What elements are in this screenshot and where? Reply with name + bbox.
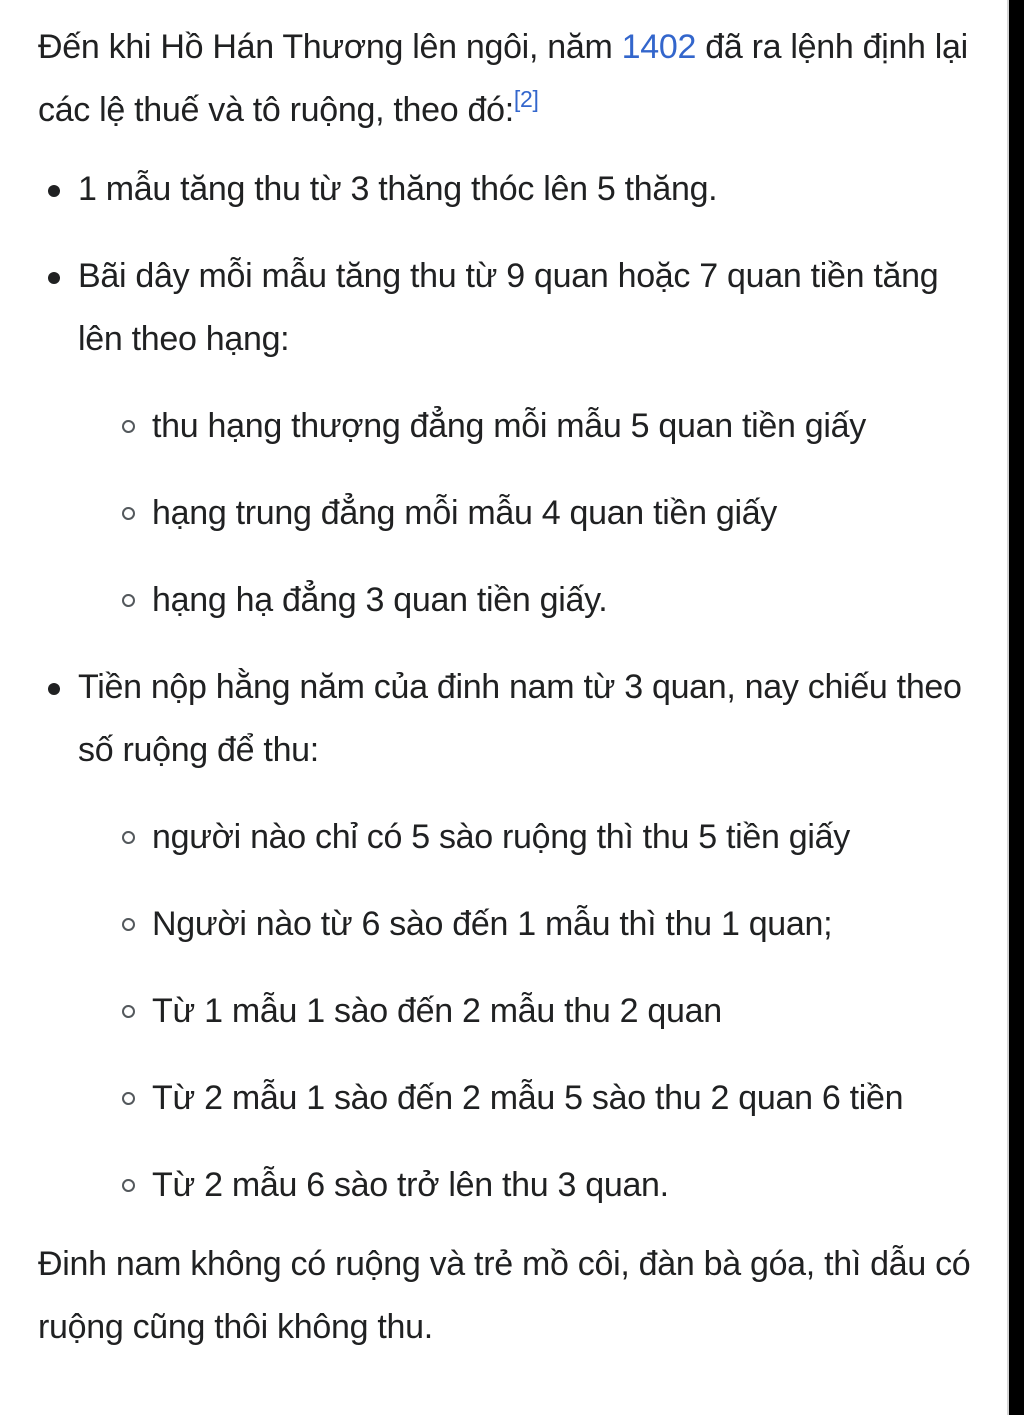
sub-list-item: [38, 1154, 990, 1217]
list-item: [38, 245, 990, 371]
bullet-disc-icon: [48, 185, 60, 197]
sub-list-item-text: Người nào từ 6 sào đến 1 mẫu thì thu 1 quan;: [152, 905, 833, 943]
sub-list-item: [38, 569, 990, 632]
sub-list-item: [38, 482, 990, 545]
bullet-circle-icon: [122, 1092, 135, 1105]
bullet-circle-icon: [122, 1005, 135, 1018]
bullet-disc-icon: [48, 272, 60, 284]
bullet-circle-icon: [122, 1179, 135, 1192]
sub-list-item: [38, 1067, 990, 1130]
year-1402-link[interactable]: 1402: [621, 28, 697, 66]
sub-list-item: [38, 893, 990, 956]
list-item: [38, 158, 990, 221]
bullet-circle-icon: [122, 420, 135, 433]
sub-list-item: [38, 806, 990, 869]
sub-list-item-text: Từ 2 mẫu 1 sào đến 2 mẫu 5 sào thu 2 quan 6 tiền: [152, 1079, 904, 1117]
sub-list-item-text: Từ 2 mẫu 6 sào trở lên thu 3 quan.: [152, 1166, 669, 1204]
sub-list-item-text: Từ 1 mẫu 1 sào đến 2 mẫu thu 2 quan: [152, 992, 722, 1030]
sub-list-item-text: thu hạng thượng đẳng mỗi mẫu 5 quan tiền giấy: [152, 407, 866, 445]
intro-text-after-link: đã ra lệnh định lại các lệ thuế và tô ruộng, theo đó:: [38, 28, 968, 129]
intro-text-before-link: Đến khi Hồ Hán Thương lên ngôi, năm: [38, 28, 622, 66]
bullet-circle-icon: [122, 594, 135, 607]
sub-list-item: [38, 395, 990, 458]
sub-list-item: [38, 980, 990, 1043]
closing-paragraph: Đinh nam không có ruộng và trẻ mồ côi, đàn bà góa, thì dẫu có ruộng cũng thôi không thu.: [38, 1245, 971, 1346]
sub-list-item-text: người nào chỉ có 5 sào ruộng thì thu 5 tiền giấy: [152, 818, 850, 856]
list-item-text: 1 mẫu tăng thu từ 3 thăng thóc lên 5 thăng.: [78, 170, 718, 208]
list-item-text: Bãi dây mỗi mẫu tăng thu từ 9 quan hoặc 7 quan tiền tăng lên theo hạng:: [78, 257, 939, 358]
right-black-bar: [1007, 0, 1024, 1415]
list-item-text: Tiền nộp hằng năm của đinh nam từ 3 quan, nay chiếu theo số ruộng để thu:: [78, 668, 962, 769]
tax-rules-list: [38, 158, 990, 1217]
bullet-disc-icon: [48, 683, 60, 695]
bullet-circle-icon: [122, 831, 135, 844]
bullet-circle-icon: [122, 507, 135, 520]
bullet-circle-icon: [122, 918, 135, 931]
list-item: [38, 656, 990, 782]
article-content: [38, 16, 990, 1359]
citation-ref-link[interactable]: [2]: [513, 85, 539, 112]
intro-paragraph: [38, 16, 990, 142]
sub-list-item-text: hạng trung đẳng mỗi mẫu 4 quan tiền giấy: [152, 494, 778, 532]
sub-list-item-text: hạng hạ đẳng 3 quan tiền giấy.: [152, 581, 608, 619]
